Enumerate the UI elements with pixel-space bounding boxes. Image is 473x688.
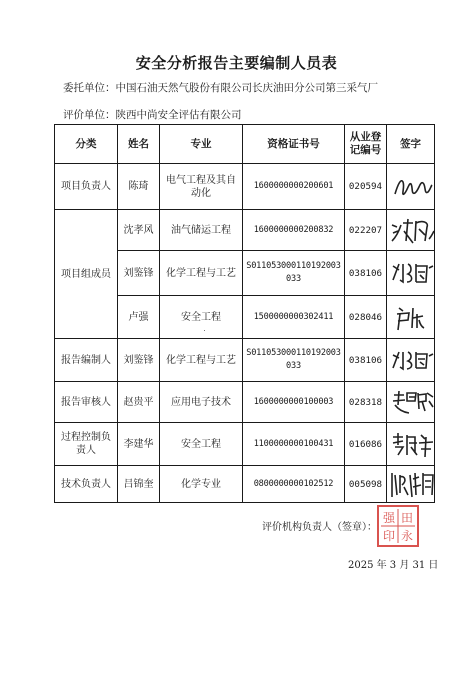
- table-row: [55, 382, 435, 423]
- handwritten-signature-luqiang: [389, 300, 435, 334]
- table-row: [55, 423, 435, 466]
- registration-number: 005098: [345, 466, 387, 503]
- group-process-control: 过程控制负责人: [55, 423, 118, 466]
- handwritten-signature-shenxiaofeng: [389, 213, 435, 247]
- group-report-compiler: 报告编制人: [55, 339, 118, 382]
- handwritten-signature-lijianhua: [389, 427, 435, 461]
- person-name: 陈琦: [118, 164, 160, 210]
- header-major: 专业: [160, 125, 243, 164]
- person-major: 油气储运工程: [160, 210, 243, 251]
- header-category: 分类: [55, 125, 118, 164]
- header-registration: 从业登记编号: [345, 125, 387, 164]
- evaluator-value: 陕西中尚安全评估有限公司: [115, 109, 242, 121]
- person-major: 安全工程: [160, 296, 243, 339]
- signature-cell: [387, 210, 435, 251]
- person-major: 安全工程: [160, 423, 243, 466]
- certificate-number: 1600000000100003: [243, 382, 345, 423]
- client-value: 中国石油天然气股份有限公司长庆油田分公司第三采气厂: [115, 82, 378, 94]
- person-major: 化学工程与工艺: [160, 339, 243, 382]
- client-line: [63, 80, 378, 95]
- signature-cell: [387, 164, 435, 210]
- person-major: 化学工程与工艺: [160, 251, 243, 296]
- signature-cell: [387, 339, 435, 382]
- signature-cell: [387, 251, 435, 296]
- person-major: 电气工程及其自动化: [160, 164, 243, 210]
- handwritten-signature-liujianfeng: [389, 256, 435, 290]
- header-name: 姓名: [118, 125, 160, 164]
- evaluator-line: [63, 107, 242, 122]
- person-name: 刘鉴锋: [118, 251, 160, 296]
- person-name: 赵贵平: [118, 382, 160, 423]
- certificate-number: 0800000000102512: [243, 466, 345, 503]
- handwritten-signature-zhaoguiping: [389, 385, 435, 419]
- person-name: 卢强: [118, 296, 160, 339]
- registration-number: 020594: [345, 164, 387, 210]
- person-name: 李建华: [118, 423, 160, 466]
- signature-cell: [387, 296, 435, 339]
- handwritten-signature-lvjinkui: [389, 467, 435, 501]
- document-date: 2025 年 3 月 31 日: [348, 560, 439, 571]
- header-certificate: 资格证书号: [243, 125, 345, 164]
- document-title: 安全分析报告主要编制人员表: [135, 54, 338, 72]
- registration-number: 038106: [345, 339, 387, 382]
- registration-number: 028046: [345, 296, 387, 339]
- staff-table: [54, 124, 435, 503]
- group-technical-lead: 技术负责人: [55, 466, 118, 503]
- handwritten-signature-chenqi: [389, 170, 435, 204]
- signature-cell: [387, 382, 435, 423]
- signature-cell: [387, 466, 435, 503]
- svg-text:印: 印: [382, 529, 396, 543]
- svg-text:强: 强: [382, 511, 396, 525]
- table-header-row: [55, 125, 435, 164]
- certificate-number: 1600000000200832: [243, 210, 345, 251]
- registration-number: 038106: [345, 251, 387, 296]
- responsible-signature-line: 评价机构负责人（签章）：: [262, 522, 377, 533]
- stray-mark: [204, 330, 205, 331]
- group-project-lead: 项目负责人: [55, 164, 118, 210]
- group-project-members: 项目组成员: [55, 210, 118, 339]
- table-row: [55, 210, 435, 251]
- registration-number: 022207: [345, 210, 387, 251]
- table-row: [55, 466, 435, 503]
- table-row: [55, 164, 435, 210]
- seal-stamp-graphic: [379, 507, 417, 545]
- official-seal: [377, 505, 419, 547]
- client-label: 委托单位：: [63, 82, 116, 94]
- person-major: 应用电子技术: [160, 382, 243, 423]
- person-major: 化学专业: [160, 466, 243, 503]
- person-name: 刘鉴锋: [118, 339, 160, 382]
- registration-number: 028318: [345, 382, 387, 423]
- person-name: 沈孝风: [118, 210, 160, 251]
- certificate-number: S011053000110192003033: [243, 339, 345, 382]
- evaluator-label: 评价单位：: [63, 109, 116, 121]
- svg-text:田: 田: [400, 511, 414, 525]
- registration-number: 016086: [345, 423, 387, 466]
- table-row: [55, 339, 435, 382]
- handwritten-signature-liujianfeng: [389, 343, 435, 377]
- header-signature: 签字: [387, 125, 435, 164]
- certificate-number: 1600000000200601: [243, 164, 345, 210]
- svg-text:永: 永: [400, 529, 414, 543]
- person-name: 吕锦奎: [118, 466, 160, 503]
- signature-cell: [387, 423, 435, 466]
- certificate-number: 1500000000302411: [243, 296, 345, 339]
- group-report-reviewer: 报告审核人: [55, 382, 118, 423]
- certificate-number: S011053000110192003033: [243, 251, 345, 296]
- certificate-number: 1100000000100431: [243, 423, 345, 466]
